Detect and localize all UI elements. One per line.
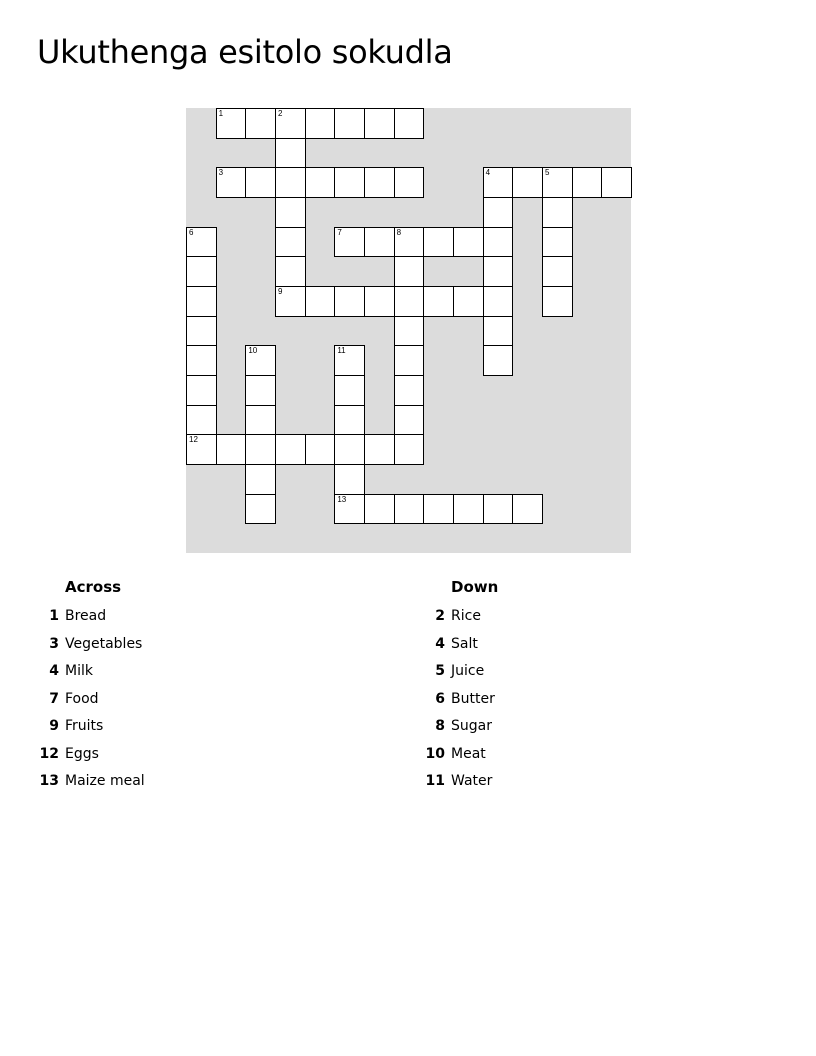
- crossword-cell[interactable]: [186, 286, 217, 317]
- crossword-cell[interactable]: [245, 494, 276, 525]
- crossword-cell[interactable]: [483, 256, 514, 287]
- clue-number: 11: [425, 773, 445, 789]
- crossword-cell[interactable]: [542, 286, 573, 317]
- crossword-cell[interactable]: [305, 167, 336, 198]
- crossword-cell[interactable]: [245, 167, 276, 198]
- clue-text: Butter: [451, 690, 495, 707]
- crossword-cell[interactable]: [186, 375, 217, 406]
- crossword-cell[interactable]: [483, 286, 514, 317]
- clue-number: 8: [435, 718, 445, 734]
- crossword-cell[interactable]: [245, 434, 276, 465]
- cell-number: 5: [545, 168, 550, 178]
- down-clue: [425, 745, 751, 774]
- crossword-cell[interactable]: [542, 197, 573, 228]
- clue-text: Meat: [451, 745, 486, 762]
- crossword-cell[interactable]: [186, 434, 217, 465]
- crossword-cell[interactable]: [245, 405, 276, 436]
- crossword-cell[interactable]: [305, 434, 336, 465]
- crossword-cell[interactable]: [364, 494, 395, 525]
- crossword-cell[interactable]: [216, 434, 247, 465]
- down-clue: [435, 608, 751, 636]
- clue-text: Fruits: [65, 718, 104, 734]
- crossword-cell[interactable]: [453, 227, 484, 258]
- cell-number: 4: [485, 168, 491, 178]
- crossword-cell[interactable]: [483, 167, 514, 198]
- crossword-cell[interactable]: [186, 316, 217, 347]
- crossword-cell[interactable]: [275, 227, 306, 258]
- clue-text: Juice: [451, 663, 485, 679]
- cell-number: 10: [248, 346, 258, 356]
- crossword-cell[interactable]: [334, 464, 365, 495]
- crossword-cell[interactable]: [364, 227, 395, 258]
- crossword-cell[interactable]: [334, 434, 365, 465]
- crossword-cell[interactable]: [394, 434, 425, 465]
- cell-number: 3: [218, 168, 224, 178]
- crossword-cell[interactable]: [394, 167, 425, 198]
- crossword-cell[interactable]: [334, 375, 365, 406]
- clue-text: Vegetables: [65, 635, 143, 652]
- crossword-cell[interactable]: [334, 167, 365, 198]
- cell-number: 11: [337, 346, 346, 356]
- clue-number: 10: [425, 745, 445, 762]
- across-clue: [49, 663, 365, 691]
- clue-text: Eggs: [65, 745, 99, 762]
- crossword-cell[interactable]: [275, 167, 306, 198]
- clue-number: 12: [39, 745, 59, 762]
- down-clue: [425, 773, 751, 801]
- crossword-cell[interactable]: [483, 227, 514, 258]
- crossword-cell[interactable]: [334, 286, 365, 317]
- across-clue: [39, 773, 365, 801]
- crossword-cell[interactable]: [483, 494, 514, 525]
- crossword-cell[interactable]: [394, 108, 425, 139]
- clue-number: 4: [49, 663, 59, 679]
- crossword-cell[interactable]: [423, 227, 454, 258]
- crossword-cell[interactable]: [423, 286, 454, 317]
- across-clue-list: [39, 608, 365, 801]
- clue-number: 2: [435, 608, 445, 624]
- crossword-cell[interactable]: [275, 256, 306, 287]
- cell-number: 9: [278, 287, 283, 296]
- cell-number: 7: [337, 227, 342, 237]
- crossword-cell[interactable]: [512, 494, 543, 525]
- crossword-cell[interactable]: [186, 227, 217, 258]
- crossword-cell[interactable]: [394, 286, 425, 317]
- crossword-cell[interactable]: [334, 494, 365, 525]
- crossword-cell[interactable]: [275, 197, 306, 228]
- crossword-grid: [186, 108, 631, 553]
- clue-number: 1: [49, 608, 59, 624]
- crossword-cell[interactable]: [245, 464, 276, 495]
- crossword-cell[interactable]: [423, 494, 454, 525]
- down-heading: Down: [451, 578, 499, 596]
- crossword-cell[interactable]: [542, 167, 573, 198]
- across-clue: [49, 690, 365, 719]
- crossword-cell[interactable]: [394, 494, 425, 525]
- crossword-cell[interactable]: [542, 227, 573, 258]
- down-clue: [435, 718, 751, 746]
- down-clue-list: [425, 608, 751, 801]
- across-clue: [49, 635, 365, 664]
- crossword-cell[interactable]: [245, 375, 276, 406]
- crossword-cell[interactable]: [334, 405, 365, 436]
- cell-number: 13: [337, 494, 347, 504]
- crossword-cell[interactable]: [334, 345, 365, 376]
- clue-text: Sugar: [451, 718, 492, 734]
- cell-number: 8: [396, 227, 402, 237]
- crossword-cell[interactable]: [453, 494, 484, 525]
- cell-number: 1: [218, 109, 224, 118]
- crossword-cell[interactable]: [394, 375, 425, 406]
- crossword-cell[interactable]: [364, 286, 395, 317]
- down-clue: [435, 635, 751, 664]
- clue-number: 5: [435, 663, 445, 679]
- clue-text: Maize meal: [65, 773, 145, 789]
- across-heading: Across: [65, 578, 122, 596]
- crossword-cell[interactable]: [394, 316, 425, 347]
- crossword-cell[interactable]: [275, 434, 306, 465]
- across-clue: [49, 718, 365, 746]
- crossword-cell[interactable]: [334, 108, 365, 139]
- crossword-cell[interactable]: [186, 405, 217, 436]
- clue-text: Bread: [65, 608, 107, 624]
- across-clue: [49, 608, 365, 636]
- crossword-cell[interactable]: [394, 227, 425, 258]
- across-clue: [39, 745, 365, 774]
- page-title: Ukuthenga esitolo sokudla: [37, 33, 453, 71]
- crossword-cell[interactable]: [245, 108, 276, 139]
- crossword-cell[interactable]: [186, 256, 217, 287]
- crossword-cell[interactable]: [364, 108, 395, 139]
- crossword-cell[interactable]: [216, 167, 247, 198]
- crossword-cell[interactable]: [572, 167, 603, 198]
- crossword-cell[interactable]: [275, 138, 306, 169]
- clue-text: Salt: [451, 635, 478, 652]
- clue-text: Milk: [65, 663, 93, 679]
- clue-number: 7: [49, 690, 59, 707]
- clue-number: 9: [49, 718, 59, 734]
- crossword-cell[interactable]: [216, 108, 247, 139]
- crossword-cell[interactable]: [453, 286, 484, 317]
- crossword-cell[interactable]: [394, 345, 425, 376]
- crossword-cell[interactable]: [483, 316, 514, 347]
- cell-number: 12: [189, 435, 198, 445]
- down-clue: [435, 663, 751, 691]
- clue-number: 3: [49, 635, 59, 652]
- crossword-cell[interactable]: [305, 286, 336, 317]
- cell-number: 2: [278, 109, 283, 118]
- crossword-cell[interactable]: [512, 167, 543, 198]
- crossword-cell[interactable]: [394, 405, 425, 436]
- crossword-cell[interactable]: [364, 167, 395, 198]
- clue-text: Rice: [451, 608, 481, 624]
- crossword-cell[interactable]: [394, 256, 425, 287]
- clue-text: Food: [65, 690, 99, 707]
- clue-number: 6: [435, 690, 445, 707]
- crossword-cell[interactable]: [364, 434, 395, 465]
- down-clue: [435, 690, 751, 719]
- crossword-cell[interactable]: [334, 227, 365, 258]
- crossword-cell[interactable]: [542, 256, 573, 287]
- clue-text: Water: [451, 773, 493, 789]
- clue-number: 4: [435, 635, 445, 652]
- cell-number: 6: [189, 227, 194, 237]
- crossword-cell[interactable]: [483, 345, 514, 376]
- crossword-cell[interactable]: [601, 167, 632, 198]
- crossword-cell[interactable]: [275, 286, 306, 317]
- crossword-cell[interactable]: [186, 345, 217, 376]
- clue-number: 13: [39, 773, 59, 789]
- crossword-cell[interactable]: [275, 108, 306, 139]
- crossword-cell[interactable]: [305, 108, 336, 139]
- crossword-cell[interactable]: [483, 197, 514, 228]
- crossword-cell[interactable]: [245, 345, 276, 376]
